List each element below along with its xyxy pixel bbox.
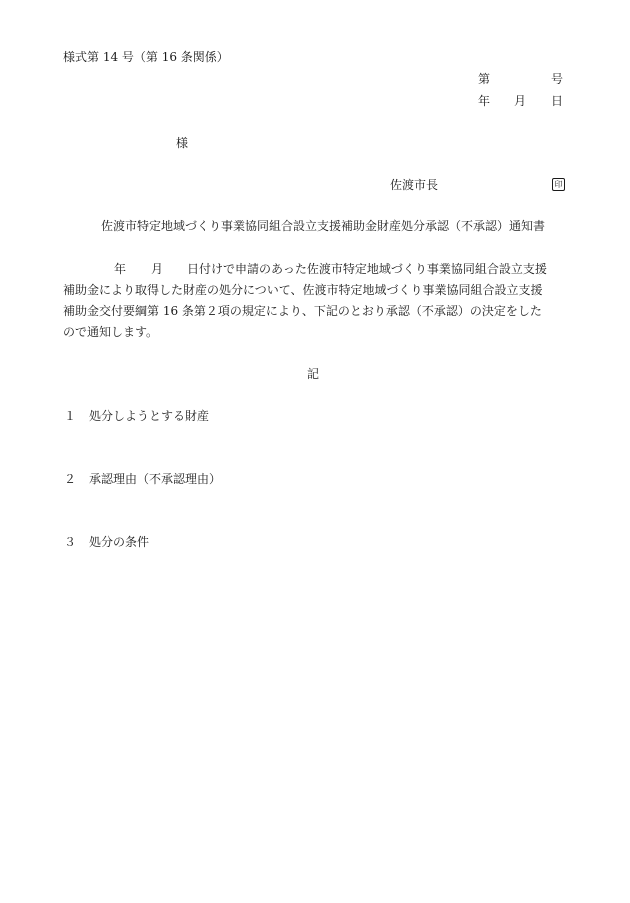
body-line-1: 日付けで申請のあった佐渡市特定地域づくり事業協同組合設立支援 (187, 262, 547, 276)
item-1-label: 処分しようとする財産 (89, 409, 210, 423)
body-line-3: 補助金交付要綱第 16 条第２項の規定により、下記のとおり承認（不承認）の決定をした (63, 304, 542, 318)
sender-title: 佐渡市長 (390, 178, 439, 192)
body-month-label: 月 (151, 262, 164, 276)
ki-heading: 記 (307, 367, 320, 381)
date-year-label: 年 (478, 94, 491, 108)
date-day-label: 日 (551, 94, 564, 108)
addressee-honorific: 様 (176, 136, 189, 150)
body-year-label: 年 (114, 262, 127, 276)
body-line-4: ので通知します。 (63, 325, 159, 339)
item-1-number: １ (64, 409, 77, 423)
form-number: 様式第 14 号（第 16 条関係） (63, 50, 229, 64)
item-2-label: 承認理由（不承認理由） (89, 472, 222, 486)
item-3-number: ３ (64, 535, 77, 549)
body-line-2: 補助金により取得した財産の処分について、佐渡市特定地域づくり事業協同組合設立支援 (63, 283, 543, 297)
doc-number-prefix: 第 (478, 72, 491, 86)
document-title: 佐渡市特定地域づくり事業協同組合設立支援補助金財産処分承認（不承認）通知書 (101, 219, 546, 233)
item-3-label: 処分の条件 (89, 535, 150, 549)
doc-number-suffix: 号 (551, 72, 564, 86)
date-month-label: 月 (514, 94, 527, 108)
item-2-number: ２ (64, 472, 77, 486)
seal-mark: 印 (552, 178, 565, 191)
